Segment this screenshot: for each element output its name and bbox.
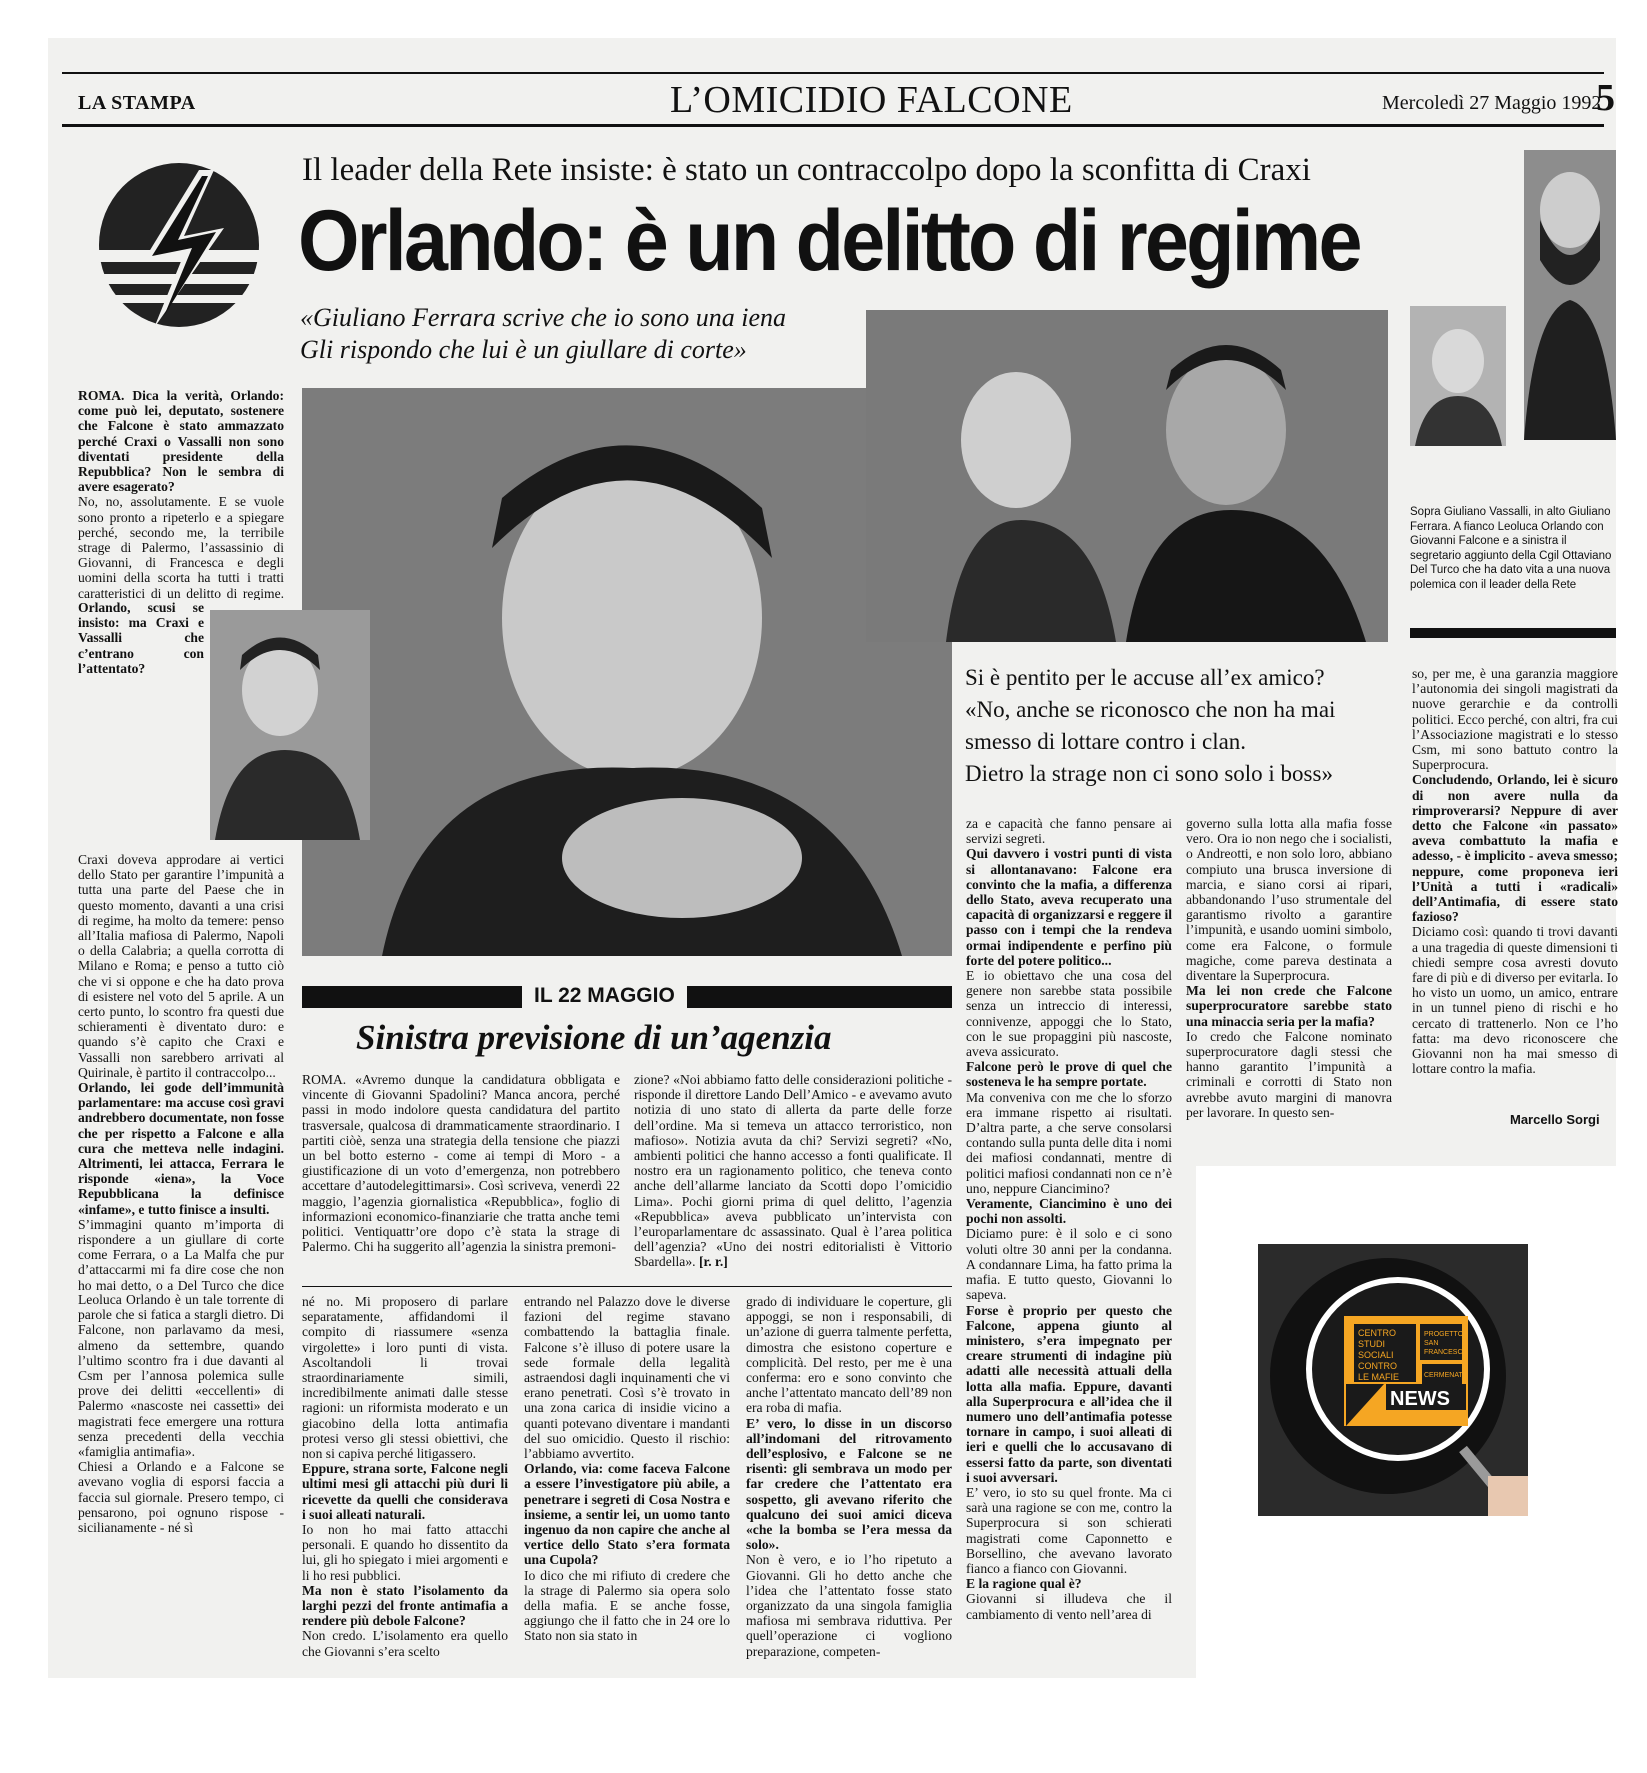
- paragraph: Leoluca Orlando è un tale torrente di parole che si fatica a stargli dietro. Di Falcone, non parlavamo da mesi, almeno da settembre, quando l’ultimo scontro fra i due davanti al Csm per l’annosa polemica sulle prove dei delitti «eccellenti» di Palermo «nascoste nei cassetti» dei magistrati fece emergere una rottura senza precedenti della vecchia «famiglia antimafia».: [78, 1292, 284, 1460]
- logo-project-3: FRANCESCO: [1424, 1349, 1468, 1356]
- question: Orlando, lei gode dell’immunità parlamentare: ma accuse così gravi andrebbero documentate, non fosse che per rispetto a Falcone e alla cura che metteva nelle indagini. Altrimenti, lei attacca, Ferrara le risponde «iena», la Voce Repubblicana la definisce «infame», e tutto finisce a insulti.: [78, 1080, 284, 1217]
- question: Orlando, scusi se insisto: ma Craxi e Vassalli che c’entrano con l’attentato?: [78, 600, 204, 676]
- paragraph: Chiesi a Orlando e a Falcone se avevano voglia di esporsi faccia a faccia sul giornale. Presero tempo, ci pensarono, poi ognuno rispose - sicilianamente - né sì: [78, 1459, 284, 1536]
- answer: S’immagini quanto m’importa di rispondere a un giullare di corte come Ferrara, o a La Malfa che pur d’attaccarmi mi fa dire cose che non ho mai detto, o a Del Turco che dice: [78, 1216, 284, 1292]
- box-title: Sinistra previsione di un’agenzia: [356, 1018, 832, 1057]
- photo-caption: Sopra Giuliano Vassalli, in alto Giuliano Ferrara. A fianco Leoluca Orlando con Giovanni Falcone e a sinistra il segretario aggiunto della Cgil Ottaviano Del Turco che ha dato vita a una nuova polemica con il leader della Rete: [1410, 506, 1612, 591]
- answer: Io non ho mai fatto attacchi personali. E quando ho dissentito da lui, gli ho spiegato i miei argomenti e li ho resi pubblici.: [302, 1522, 508, 1583]
- headline-kicker: Il leader della Rete insiste: è stato un contraccolpo dopo la sconfitta di Craxi: [302, 152, 1311, 188]
- page-number: 5: [1596, 77, 1615, 119]
- issue-date: Mercoledì 27 Maggio 1992: [1382, 92, 1602, 114]
- box-bottom-rule: [302, 1286, 952, 1287]
- column-5: [966, 816, 1172, 1667]
- subhead-line-2: «No, anche se riconosco che non ha mai smesso di lottare contro i clan.: [965, 697, 1336, 754]
- logo-line-2: STUDI: [1358, 1339, 1385, 1349]
- answer: Ma conveniva con me che lo sforzo era immane rispetto ai risultati. D’altra parte, a che serve consolarsi contando sulla punta delle dita i nomi dei mafiosi condannati, mentre di politici mafiosi condannati non ce n’è uno, neppure Ciancimino?: [966, 1089, 1172, 1196]
- question: Veramente, Ciancimino è uno dei pochi non assolti.: [966, 1196, 1172, 1227]
- answer: Non è vero, e io l’ho ripetuto a Giovanni. Gli ho detto anche che l’idea che l’attentato fosse stato organizzato da una singola famiglia mafiosa mi sembrava riduttiva. Per quell’operazione ci vogliono preparazione, competen-: [746, 1552, 952, 1659]
- box-banner-label: IL 22 MAGGIO: [522, 984, 687, 1008]
- column-7: [1412, 666, 1618, 1108]
- answer: so, per me, è una garanzia maggiore l’autonomia dei singoli magistrati da nuove gerarchie e da controlli politici. Ecco perché, con altri, fra cui l’Associazione magistrati e lo stesso Csm, mi sono battuto contro la Superprocura.: [1412, 666, 1618, 773]
- rete-logo: [84, 150, 284, 340]
- logo-line-3: SOCIALI: [1358, 1350, 1394, 1360]
- answer: Diciamo così: quando ti trovi davanti a una tragedia di queste dimensioni ti chiedi sempre cosa avresti dovuto fare di più e di diverso per evitarla. Io ho visto un uomo, un amico, entrare in un tunnel pieno di rischi e ho cercato di trattenerlo. Non ce l’ho fatta: ma devo riconoscere che Giovanni non ha mai smesso di lottare contro la mafia.: [1412, 924, 1618, 1077]
- answer: E’ vero, io sto su quel fronte. Ma ci sarà una ragione se con me, contro la Superprocura si son schierati magistrati come Caponnetto e Borsellino, che avevano lavorato fianco a fianco con Giovanni.: [966, 1484, 1172, 1576]
- column-1-tail: [78, 1292, 284, 1667]
- column-1-wrap: [78, 600, 204, 852]
- question: Ma lei non crede che Falcone superprocuratore sarebbe stato una minaccia seria per la mafia?: [1186, 983, 1392, 1029]
- paper-name: LA STAMPA: [78, 92, 196, 114]
- answer: za e capacità che fanno pensare ai servizi segreti.: [966, 816, 1172, 847]
- logo-project-2: SAN: [1424, 1340, 1439, 1347]
- answer: No, no, assolutamente. E se vuole sono pronto a ripeterlo e a spiegare perché, secondo me, la terribile strage di Palermo, l’assassinio di Giovanni, di Francesca e degli uomini della scorta ha tutti i tratti caratteristici di un delitto di regime.: [78, 494, 284, 600]
- question: Concludendo, Orlando, lei è sicuro di non avere nulla da rimproverarsi? Neppure di aver detto che Falcone «in passato» aveva combattuto la mafia e adesso, - è implicito - aveva smesso; neppure, come proponeva ieri l’Unità a tutti i «radicali» dell’Antimafia, di essere stato fazioso?: [1412, 772, 1618, 925]
- photo-ferrara: [1524, 150, 1616, 440]
- lightning-globe-icon: [84, 150, 284, 340]
- masthead-bottom-rule: [62, 124, 1604, 127]
- pull-quote: [300, 302, 860, 366]
- answer: Io credo che Falcone nominato superprocuratore dagli stessi che hanno garantito l’impunità a criminali e corrotti di Stato non avrebbe avuto margini di manovra per lavorare. In questo sen-: [1186, 1028, 1392, 1120]
- answer: governo sulla lotta alla mafia fosse vero. Ora io non nego che i socialisti, o Andreotti, e non solo loro, abbiano compiuto una brusca inversione di marcia, e siano corsi ai ripari, abbandonando l’uso strumentale del garantismo rivolto a garantire l’impunità, e usando uomini simbolo, come era Falcone, o formule magiche, come pareva destinata a diventare la Superprocura.: [1186, 816, 1392, 984]
- answer: grado di individuare le coperture, gli appoggi, se non i responsabili, di un’azione di guerra talmente perfetta, dimostra che esistono coperture e complicità. Del resto, per me è una conferma: ero e sono convinto che anche l’attentato mancato dell’89 non era roba di mafia.: [746, 1294, 952, 1416]
- answer: Non credo. L’isolamento era quello che Giovanni s’era scelto: [302, 1628, 508, 1659]
- box-text-right: [634, 1072, 952, 1280]
- pull-quote-line-2: Gli rispondo che lui è un giullare di corte»: [300, 335, 747, 364]
- answer: né no. Mi proposero di parlare separatamente, affidandomi il compito di riassumere «senza virgolette» i loro punti di vista. Ascoltandoli li trovai straordinariamente simili, incredibilmente animati dalle stesse ragioni: un riformista moderato e un giacobino della lotta antimafia protesi verso gli stessi obiettivi, che non si capiva perché litigassero.: [302, 1294, 508, 1462]
- column-4: [746, 1294, 952, 1667]
- question: Eppure, strana sorte, Falcone negli ultimi mesi gli attacchi più duri li ricevette da quelli che considerava i suoi alleati naturali.: [302, 1461, 508, 1522]
- answer: Craxi doveva approdare ai vertici dello Stato per garantire l’impunità a tutta una parte del Paese che in questo momento, davanti a una crisi di regime, ha molto da temere: penso all’Italia mafiosa di Palermo, Napoli o della Calabria; a quella corrotta di Milano e Roma; e penso a tutto ciò che vi si oppone e che ha dato prova di esistere nel voto del 5 aprile. A un certo punto, lo scontro fra questi due schieramenti è diventato duro: e quando s’è capito che Craxi e Vassalli non sarebbero arrivati al Quirinale, è partito il contraccolpo...: [78, 852, 284, 1080]
- csscm-news-logo: [1258, 1244, 1528, 1516]
- column-1-top: [78, 388, 284, 600]
- answer: Diciamo pure: è il solo e ci sono voluti oltre 30 anni per la condanna. A condannare Lima, ha fatto prima la mafia. E tutto questo, Giovanni lo sapeva.: [966, 1226, 1172, 1303]
- box-text-left: ROMA. «Avremo dunque la candidatura obbligata e vincente di Giovanni Spadolini? Manca ancora, perché passi in modo indolore questa candidatura del partito trasversale, qualcosa di drammaticamente straordinario. I partiti ciòè, senza una strategia della tensione che piazzi un bel botto esterno - come ai tempi di Moro - a giustificazione di un voto d’emergenza, non potrebbero accettare d’autodelegittimarsi». Così scriveva, venerdì 22 maggio, l’agenzia giornalistica «Repubblica», foglio di informazioni economico-finanziarie che tratta anche temi politici. Ventiquattr’ore dopo c’è stata la strage di Palermo. Chi ha suggerito all’agenzia la sinistra premoni-: [302, 1072, 620, 1255]
- question: E’ vero, lo disse in un discorso all’indomani del ritrovamento dell’esplosivo, e Falcone se ne risentì: gli sembrava un modo per far credere che l’attentato era sospetto, gli avevano riferito che qualcuno dei suoi amici diceva «che la bomba se l’era messa da solo».: [746, 1415, 952, 1553]
- answer: E io obiettavo che una cosa del genere non sarebbe stata possibile senza un intreccio di interessi, connivenze, appoggi che lo Stato, con le sue propaggini più nascoste, aveva assicurato.: [966, 968, 1172, 1060]
- column-2: [302, 1294, 508, 1667]
- question: ROMA. Dica la verità, Orlando: come può lei, deputato, sostenere che Falcone è stato ammazzato perché Craxi o Vassalli non sono diventati presidente della Repubblica? Non le sembra di avere esagerato?: [78, 388, 284, 495]
- interview-subhead: [965, 662, 1385, 790]
- box-sign: [r. r.]: [698, 1254, 728, 1270]
- question: Forse è proprio per questo che Falcone, appena giunto al ministero, s’era impegnato per creare strumenti di indagine più adatti alle necessità attuali della lotta alla mafia. Eppure, davanti alla Superprocura e all’idea che il numero uno dell’antimafia potesse tornare in campo, i suoi alleati di ieri e quelli che lo accusavano di essersi fatto da parte, son diventati i suoi avversari.: [966, 1302, 1172, 1485]
- subhead-line-1: Si è pentito per le accuse all’ex amico?: [965, 665, 1325, 690]
- author-signature: Marcello Sorgi: [1510, 1112, 1600, 1127]
- question: Falcone però le prove di quel che sosteneva le ha sempre portate.: [966, 1059, 1172, 1090]
- question: E la ragione qual è?: [966, 1576, 1082, 1592]
- logo-place: CERMENATE: [1424, 1372, 1468, 1379]
- question: Qui davvero i vostri punti di vista si allontanavano: Falcone era convinto che la mafia, a differenza dello Stato, aveva recuperato una capacità di organizzarsi e reggere il passo con i tempi che la rendeva ormai indipendente e perfino più forte del potere politico...: [966, 846, 1172, 968]
- column-6: [1186, 816, 1392, 1190]
- logo-line-5: LE MAFIE: [1358, 1372, 1400, 1382]
- photo-orlando-falcone: [866, 310, 1388, 642]
- answer: Giovanni si illudeva che il cambiamento di vento nell’area di: [966, 1591, 1172, 1622]
- logo-line-1: CENTRO: [1358, 1328, 1396, 1338]
- magnifier-logo-icon: [1258, 1244, 1528, 1516]
- main-headline: Orlando: è un delitto di regime: [298, 193, 1360, 289]
- photo-del-turco: [210, 610, 370, 840]
- photo-orlando: [302, 388, 952, 956]
- box-banner: [302, 986, 952, 1008]
- answer: entrando nel Palazzo dove le diverse fazioni del regime stavano combattendo la battaglia finale. Falcone s’è illuso di potere usare la sede formale della legalità astraendosi dagli inquinamenti che vi erano penetrati. Così s’è trovato in una zona carica di insidie vicino a quanti potevano diventare i mandanti del suo omicidio. Questo il rischio: l’abbiamo avvertito.: [524, 1294, 730, 1462]
- subhead-line-3: Dietro la strage non ci sono solo i boss»: [965, 761, 1333, 786]
- answer: Io dico che mi rifiuto di credere che la strage di Palermo sia opera solo della mafia. E se anche fosse, aggiungo che il fatto che in 24 ore lo Stato non sia stato in: [524, 1567, 730, 1644]
- column-3: [524, 1294, 730, 1667]
- photo-vassalli: [1410, 306, 1506, 446]
- caption-rule: [1410, 628, 1616, 638]
- box-text-right-body: zione? «Noi abbiamo fatto delle considerazioni politiche - risponde il direttore Lando Dell’Amico - e avevamo avuto notizia di uno stato di allerta da parte delle forze dell’ordine. Ma si temeva un attacco terroristico, non mafioso». Notizia avuta da chi? Servizi segreti? «No, ambienti politici che hanno accesso a fonti qualificate. Il nostro era un ragionamento politico, che teneva conto anche dell’allarme lanciato da Scotti dopo l’omicidio Lima». Pochi giorni prima di quel delitto, l’agenzia «Repubblica» aveva pubblicato un’intervista con l’europarlamentare dc assassinato. Qual è l’area politica dell’agenzia? «Uno dei nostri editorialisti è Vittorio Sbardella».: [634, 1072, 952, 1270]
- logo-line-4: CONTRO: [1358, 1361, 1397, 1371]
- question: Orlando, via: come faceva Falcone a essere l’investigatore più abile, a penetrare i segreti di Cosa Nostra e insieme, a sentir lei, un uomo tanto ingenuo da non capire che anche al vertice dello Stato s’era formata una Cupola?: [524, 1461, 730, 1568]
- question: Ma non è stato l’isolamento da larghi pezzi del fronte antimafia a rendere più debole Falcone?: [302, 1582, 508, 1629]
- pull-quote-line-1: «Giuliano Ferrara scrive che io sono una iena: [300, 303, 786, 332]
- section-title: L’OMICIDIO FALCONE: [670, 79, 1073, 121]
- column-1-bottom: [78, 852, 284, 1292]
- logo-news: NEWS: [1390, 1388, 1450, 1410]
- logo-project-1: PROGETTO: [1424, 1331, 1464, 1338]
- masthead-top-rule: [62, 72, 1604, 74]
